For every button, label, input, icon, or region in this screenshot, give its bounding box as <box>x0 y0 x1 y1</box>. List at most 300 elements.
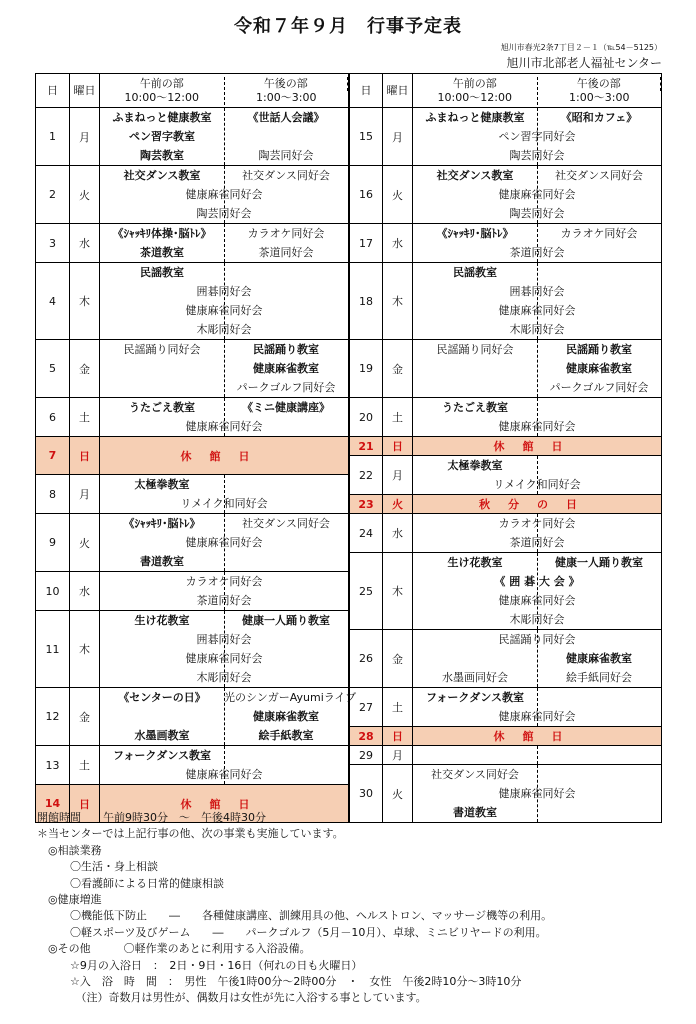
event-item: 生け花教室 <box>134 614 190 627</box>
event-line <box>413 108 661 127</box>
event-item: 民謡踊り同好会 <box>436 343 514 356</box>
event-line <box>100 417 348 436</box>
event-line <box>413 514 661 533</box>
header-day: 日 <box>36 74 70 108</box>
event-item: カラオケ同好会 <box>498 517 576 530</box>
event-item: パークゴルフ同好会 <box>236 381 336 394</box>
weekday: 木 <box>70 611 100 688</box>
weekday: 火 <box>70 514 100 572</box>
event-item: 太極拳教室 <box>447 459 503 472</box>
day-row <box>350 108 662 166</box>
events-cell <box>100 514 349 572</box>
day-number: 17 <box>350 224 383 263</box>
event-line <box>100 282 348 301</box>
day-number: 29 <box>350 746 383 765</box>
closed-label: 休館日 <box>180 797 268 811</box>
event-line <box>413 630 661 649</box>
weekday: 火 <box>70 166 100 224</box>
event-line <box>100 552 348 571</box>
weekday: 水 <box>70 224 100 263</box>
event-item: ふまねっと健康教室 <box>425 111 525 124</box>
event-item: パークゴルフ同好会 <box>549 381 649 394</box>
weekday: 火 <box>383 495 413 514</box>
weekday: 木 <box>70 263 100 340</box>
event-item: 社交ダンス同好会 <box>431 768 519 781</box>
note-line: 〇軽スポーツ及びゲーム ― パークゴルフ（5月－10月）、卓球、ミニビリヤードの利用。 <box>37 925 547 939</box>
note-line: ◎相談業務 <box>37 843 102 857</box>
event-line <box>413 166 661 185</box>
event-line <box>100 340 348 359</box>
event-item: カラオケ同好会 <box>560 227 638 240</box>
event-item: 健康麻雀同好会 <box>498 188 576 201</box>
events-cell <box>413 166 662 224</box>
day-row <box>350 263 662 340</box>
event-item: 光のシンガーAyumiライブ <box>224 691 357 704</box>
event-line <box>413 553 661 572</box>
event-line <box>413 765 661 784</box>
header-pm-label: 午後の部 <box>538 77 662 91</box>
event-item: 健康麻雀同好会 <box>185 536 263 549</box>
event-item: 絵手紙同好会 <box>566 671 632 684</box>
weekday: 水 <box>383 514 413 553</box>
header-sessions <box>413 74 662 108</box>
note-line: （注）奇数月は男性が、偶数月は女性が先に入浴する事としています。 <box>37 991 427 1005</box>
session-divider <box>537 746 538 764</box>
weekday: 土 <box>70 398 100 437</box>
day-number: 9 <box>36 514 70 572</box>
day-row <box>36 108 349 166</box>
event-item: 書道教室 <box>453 806 497 819</box>
day-number: 4 <box>36 263 70 340</box>
header-am <box>100 77 225 105</box>
event-item: フォークダンス教室 <box>425 691 524 704</box>
event-item: 書道教室 <box>140 555 184 568</box>
event-line <box>413 649 661 668</box>
events-cell <box>100 340 349 398</box>
header-am-label: 午前の部 <box>452 76 497 90</box>
note-line: 開館時間 午前9時30分 ～ 午後4時30分 <box>37 811 266 824</box>
header-pm-time: 1:00～3:00 <box>256 90 317 104</box>
weekday: 日 <box>70 785 100 823</box>
day-row <box>350 166 662 224</box>
day-row <box>36 688 349 746</box>
event-item: 水墨画同好会 <box>442 671 508 684</box>
weekday: 金 <box>70 688 100 746</box>
day-row <box>350 224 662 263</box>
day-number: 16 <box>350 166 383 224</box>
day-row <box>350 437 662 456</box>
event-item: 健康麻雀同好会 <box>185 652 263 665</box>
organization-name: 旭川市北部老人福祉センター <box>506 56 662 70</box>
event-item: 民謡踊り教室 <box>566 343 632 356</box>
event-item: 健康麻雀同好会 <box>185 420 263 433</box>
event-item: 陶芸同好会 <box>196 207 252 220</box>
events-cell <box>413 224 662 263</box>
header-am-time: 10:00～12:00 <box>437 90 512 104</box>
event-item: 《ミニ健康講座》 <box>242 401 330 414</box>
weekday: 土 <box>70 746 100 785</box>
event-line <box>100 707 348 726</box>
day-row <box>350 456 662 495</box>
event-item: 健康麻雀教室 <box>253 710 319 723</box>
header-pm-label: 午後の部 <box>225 77 349 91</box>
event-item: 健康麻雀同好会 <box>498 420 576 433</box>
events-cell <box>100 688 357 746</box>
weekday: 日 <box>70 437 100 475</box>
event-item: 陶芸教室 <box>140 149 184 162</box>
event-line <box>100 263 348 282</box>
table-header-row <box>350 74 662 108</box>
day-row <box>36 166 349 224</box>
header-weekday: 曜日 <box>70 74 100 108</box>
closed-label: 秋分の日 <box>479 498 595 511</box>
day-number: 1 <box>36 108 70 166</box>
weekday: 水 <box>70 572 100 611</box>
event-item: 社交ダンス同好会 <box>242 169 330 182</box>
event-item: 陶芸同好会 <box>509 149 565 162</box>
events-cell <box>100 224 349 263</box>
event-line <box>100 204 348 223</box>
note-line: 〇生活・身上相談 <box>37 860 158 874</box>
event-line <box>100 688 357 707</box>
event-item: 茶道同好会 <box>258 246 314 259</box>
event-item: 《ｼｬｯｷﾘ体操･脳ﾄﾚ》 <box>112 227 212 240</box>
closed-label: 休館日 <box>493 730 581 743</box>
event-item: 《ｼｬｯｷﾘ･脳ﾄﾚ》 <box>436 227 514 240</box>
events-cell <box>413 398 662 437</box>
event-line <box>413 320 661 339</box>
note-line: 〇看護師による日常的健康相談 <box>37 876 224 890</box>
event-item: 民謡踊り教室 <box>253 343 319 356</box>
event-item: 茶道同好会 <box>509 536 565 549</box>
weekday: 日 <box>383 727 413 746</box>
events-cell <box>413 688 662 727</box>
day-number: 26 <box>350 630 383 688</box>
event-line <box>413 359 661 378</box>
day-number: 28 <box>350 727 383 746</box>
weekday: 金 <box>70 340 100 398</box>
event-line <box>413 456 661 475</box>
closed-label: 休館日 <box>493 440 581 453</box>
closed-label: 休館日 <box>180 449 268 463</box>
day-row <box>36 263 349 340</box>
event-item: フォークダンス教室 <box>112 749 211 762</box>
address: 旭川市春光2条7丁目２－１（℡54－5125） <box>500 43 662 52</box>
event-line <box>413 610 661 629</box>
weekday: 月 <box>383 108 413 166</box>
event-item: 健康麻雀教室 <box>566 652 632 665</box>
event-item: うたごえ教室 <box>129 401 195 414</box>
day-row <box>36 611 349 688</box>
day-number: 2 <box>36 166 70 224</box>
event-line <box>413 263 661 282</box>
events-cell <box>100 746 349 785</box>
event-item: 《 囲 碁 大 会 》 <box>494 575 580 588</box>
events-cell <box>413 727 662 746</box>
event-line <box>413 282 661 301</box>
event-line <box>100 765 348 784</box>
events-cell <box>413 495 662 514</box>
notes-section <box>37 810 552 1007</box>
event-line <box>413 707 661 726</box>
events-cell <box>100 398 349 437</box>
event-line <box>413 146 661 165</box>
weekday: 水 <box>383 224 413 263</box>
day-row <box>36 572 349 611</box>
events-cell <box>413 263 662 340</box>
event-item: 健康麻雀同好会 <box>498 304 576 317</box>
header-pm-time: 1:00～3:00 <box>569 90 630 104</box>
weekday: 木 <box>383 263 413 340</box>
header-weekday: 曜日 <box>383 74 413 108</box>
day-number: 27 <box>350 688 383 727</box>
event-item: 陶芸同好会 <box>258 149 314 162</box>
weekday: 月 <box>383 746 413 765</box>
note-line: ◎その他 〇軽作業のあとに利用する入浴設備。 <box>37 942 311 956</box>
event-item: 社交ダンス教室 <box>123 169 201 182</box>
event-item: 《センターの日》 <box>118 691 206 704</box>
events-cell <box>100 108 349 166</box>
event-item: 絵手紙教室 <box>258 729 314 742</box>
day-row <box>36 340 349 398</box>
day-number: 19 <box>350 340 383 398</box>
day-row <box>36 224 349 263</box>
event-line <box>100 320 348 339</box>
day-row <box>36 475 349 514</box>
day-number: 24 <box>350 514 383 553</box>
event-item: ふまねっと健康教室 <box>112 111 212 124</box>
event-line <box>413 243 661 262</box>
event-item: 社交ダンス同好会 <box>242 517 330 530</box>
event-item: 民謡踊り同好会 <box>123 343 201 356</box>
header-sessions <box>100 74 349 108</box>
event-item: 陶芸同好会 <box>509 207 565 220</box>
schedule-table-left <box>35 73 357 823</box>
event-item: カラオケ同好会 <box>247 227 325 240</box>
event-item: リメイク和同好会 <box>180 497 268 510</box>
event-line <box>413 185 661 204</box>
note-line: ☆入 浴 時 間 ： 男性 午後1時00分～2時00分 ・ 女性 午後2時10分～3時10分 <box>37 975 522 989</box>
event-line <box>100 166 348 185</box>
event-item: 囲碁同好会 <box>196 285 252 298</box>
event-line <box>100 611 348 630</box>
table-header-row <box>36 74 349 108</box>
events-cell <box>413 746 662 765</box>
event-item: 健康麻雀教室 <box>566 362 632 375</box>
event-item: 茶道同好会 <box>196 594 252 607</box>
event-item: 健康一人踊り教室 <box>555 556 643 569</box>
events-cell <box>100 611 349 688</box>
weekday: 月 <box>383 456 413 495</box>
day-row <box>36 514 349 572</box>
events-cell <box>413 340 662 398</box>
event-line <box>100 243 348 262</box>
event-line <box>100 649 348 668</box>
event-line <box>100 591 348 610</box>
day-row <box>350 514 662 553</box>
event-line <box>413 533 661 552</box>
event-line <box>100 726 348 745</box>
event-item: 健康麻雀同好会 <box>185 188 263 201</box>
day-row <box>350 553 662 630</box>
event-item: 囲碁同好会 <box>196 633 252 646</box>
event-item: 木彫同好会 <box>509 323 565 336</box>
event-line <box>100 224 348 243</box>
event-line <box>100 630 348 649</box>
events-cell <box>413 108 662 166</box>
event-item: 《昭和カフェ》 <box>560 111 638 124</box>
day-row <box>36 746 349 785</box>
event-line <box>100 301 348 320</box>
event-line <box>100 127 348 146</box>
day-number: 5 <box>36 340 70 398</box>
weekday: 月 <box>70 108 100 166</box>
day-number: 6 <box>36 398 70 437</box>
events-cell <box>100 572 349 611</box>
event-line <box>413 417 661 436</box>
event-item: 茶道同好会 <box>509 246 565 259</box>
event-item: 健康麻雀教室 <box>253 362 319 375</box>
event-item: ペン習字教室 <box>129 130 195 143</box>
day-number: 30 <box>350 765 383 823</box>
event-item: 民謡教室 <box>140 266 184 279</box>
day-number: 23 <box>350 495 383 514</box>
day-number: 18 <box>350 263 383 340</box>
event-line <box>413 204 661 223</box>
event-item: 《世話人会議》 <box>247 111 325 124</box>
event-item: 《ｼｬｯｷﾘ･脳ﾄﾚ》 <box>123 517 201 530</box>
day-row <box>350 398 662 437</box>
day-number: 10 <box>36 572 70 611</box>
event-line <box>413 784 661 803</box>
event-item: 健康麻雀同好会 <box>498 710 576 723</box>
event-line <box>100 185 348 204</box>
event-line <box>100 533 348 552</box>
event-item: 木彫同好会 <box>196 323 252 336</box>
event-item: 水墨画教室 <box>134 729 190 742</box>
header-pm <box>225 77 349 105</box>
weekday: 金 <box>383 340 413 398</box>
day-number: 13 <box>36 746 70 785</box>
note-line: ◎健康増進 <box>37 893 102 907</box>
events-cell <box>413 514 662 553</box>
event-item: 健康麻雀同好会 <box>185 304 263 317</box>
event-line <box>100 398 348 417</box>
day-number: 12 <box>36 688 70 746</box>
events-cell <box>413 437 662 456</box>
header-pm <box>538 77 662 105</box>
events-cell <box>100 263 349 340</box>
event-line <box>100 108 348 127</box>
day-number: 21 <box>350 437 383 456</box>
event-item: 民謡教室 <box>453 266 497 279</box>
event-item: 木彫同好会 <box>196 671 252 684</box>
schedule-table-right <box>349 73 662 823</box>
day-number: 11 <box>36 611 70 688</box>
day-number: 7 <box>36 437 70 475</box>
events-cell <box>100 166 349 224</box>
event-line <box>100 572 348 591</box>
day-row <box>350 630 662 688</box>
event-item: リメイク和同好会 <box>493 478 581 491</box>
event-line <box>413 224 661 243</box>
event-item: 社交ダンス教室 <box>436 169 514 182</box>
event-item: 太極拳教室 <box>134 478 190 491</box>
event-item: 囲碁同好会 <box>509 285 565 298</box>
event-item: 健康麻雀同好会 <box>498 594 576 607</box>
event-item: 健康麻雀同好会 <box>185 768 263 781</box>
note-line: 〇機能低下防止 ― 各種健康講座、訓練用具の他、ヘルストロン、マッサージ機等の利用。 <box>37 909 553 923</box>
event-item: 木彫同好会 <box>509 613 565 626</box>
day-row <box>350 688 662 727</box>
event-item: 健康一人踊り教室 <box>242 614 330 627</box>
day-row <box>36 437 349 475</box>
event-line <box>413 398 661 417</box>
day-row <box>350 340 662 398</box>
event-item: 健康麻雀同好会 <box>498 787 576 800</box>
header-am-label: 午前の部 <box>139 76 184 90</box>
event-line <box>413 127 661 146</box>
event-line <box>413 378 661 397</box>
event-line <box>100 475 348 494</box>
note-line: ＊当センターでは上記行事の他、次の事業も実施しています。 <box>37 827 344 841</box>
events-cell <box>413 553 662 630</box>
events-cell <box>413 456 662 495</box>
day-number: 14 <box>36 785 70 823</box>
event-line <box>413 591 661 610</box>
page-title: 令和７年９月 行事予定表 <box>234 16 462 37</box>
events-cell <box>100 475 349 514</box>
event-line <box>100 359 348 378</box>
event-line <box>100 146 348 165</box>
day-number: 20 <box>350 398 383 437</box>
event-line <box>413 668 661 687</box>
event-line <box>413 301 661 320</box>
event-line <box>413 688 661 707</box>
event-line <box>100 514 348 533</box>
event-line <box>413 475 661 494</box>
event-line <box>100 378 348 397</box>
day-row <box>350 746 662 765</box>
day-number: 25 <box>350 553 383 630</box>
weekday: 土 <box>383 398 413 437</box>
weekday: 月 <box>70 475 100 514</box>
events-cell <box>413 630 662 688</box>
event-item: カラオケ同好会 <box>185 575 263 588</box>
event-item: 茶道教室 <box>140 246 184 259</box>
weekday: 土 <box>383 688 413 727</box>
events-cell <box>100 437 349 475</box>
note-line: ☆9月の入浴日 ： 2日・9日・16日（何れの日も火曜日） <box>37 958 363 972</box>
event-line <box>100 746 348 765</box>
event-item: 民謡踊り同好会 <box>498 633 576 646</box>
header-am <box>413 77 538 105</box>
day-number: 22 <box>350 456 383 495</box>
day-row <box>36 398 349 437</box>
weekday: 火 <box>383 765 413 823</box>
event-line <box>413 572 661 591</box>
event-line <box>100 494 348 513</box>
weekday: 火 <box>383 166 413 224</box>
event-item: うたごえ教室 <box>442 401 508 414</box>
event-item: 社交ダンス同好会 <box>555 169 643 182</box>
header-am-time: 10:00～12:00 <box>124 90 199 104</box>
day-row <box>350 495 662 514</box>
weekday: 日 <box>383 437 413 456</box>
event-item: 生け花教室 <box>447 556 503 569</box>
header-day: 日 <box>350 74 383 108</box>
weekday: 金 <box>383 630 413 688</box>
